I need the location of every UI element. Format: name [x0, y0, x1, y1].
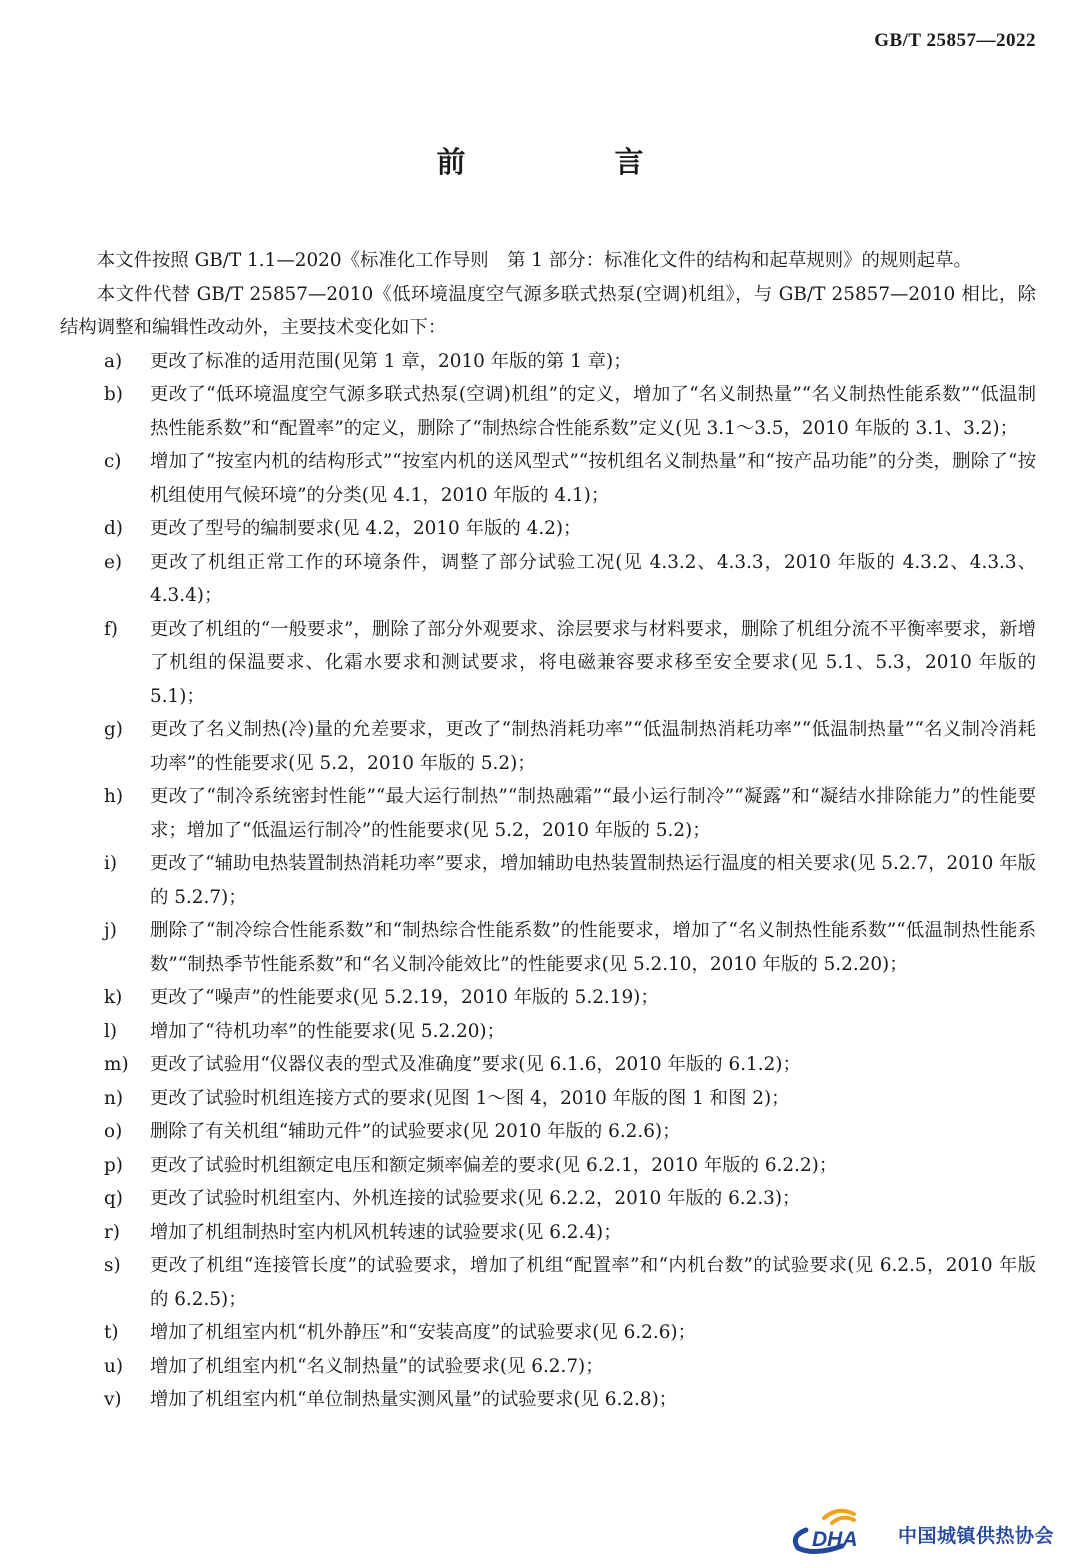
list-item: [60, 981, 1036, 1015]
list-item-text: 增加了机组制热时室内机风机转速的试验要求(见 6.2.4)；: [150, 1221, 622, 1243]
page-title: 前 言: [436, 145, 704, 179]
list-item: [60, 512, 1036, 546]
list-item-text: 增加了“待机功率”的性能要求(见 5.2.20)；: [150, 1020, 505, 1042]
changes-list: [60, 345, 1036, 1417]
list-item-label: q): [104, 1188, 123, 1209]
list-item-text: 增加了机组室内机“单位制热量实测风量”的试验要求(见 6.2.8)；: [150, 1389, 678, 1410]
list-item-label: c): [104, 451, 122, 472]
intro-paragraph: 本文件按照 GB/T 1.1—2020《标准化工作导则 第 1 部分：标准化文件的结构和起草规则》的规则起草。: [96, 250, 972, 271]
list-item-label: d): [104, 518, 123, 539]
list-item-label: u): [104, 1355, 124, 1377]
list-item: [60, 914, 1036, 981]
list-item: [60, 345, 1036, 379]
list-item: [60, 1350, 1036, 1384]
list-item-text: 更改了试验时机组额定电压和额定频率偏差的要求(见 6.2.1，2010 年版的 6.2.2)；: [150, 1154, 838, 1176]
list-item: [60, 1316, 1036, 1350]
list-item-label: s): [104, 1255, 121, 1276]
list-item-label: k): [104, 987, 123, 1008]
list-item-text: 更改了试验时机组室内、外机连接的试验要求(见 6.2.2，2010 年版的 6.2.3)；: [150, 1188, 801, 1209]
list-item-text: 更改了标准的适用范围(见第 1 章，2010 年版的第 1 章)；: [150, 350, 632, 372]
list-item-label: p): [104, 1154, 123, 1176]
list-item-label: a): [104, 350, 123, 372]
list-item-label: n): [104, 1087, 124, 1109]
list-item-text: 更改了“制冷系统密封性能”“最大运行制热”“制热融霜”“最小运行制冷”“凝露”和“凝结水排除能力”的性能要求；增加了“低温运行制冷”的性能要求(见 5.2，2010 年版的 5.2)；: [150, 786, 1036, 841]
list-item-label: j): [104, 920, 117, 941]
list-item: [60, 1149, 1036, 1183]
list-item: [60, 546, 1036, 613]
list-item-label: v): [104, 1389, 122, 1410]
list-item-text: 更改了机组正常工作的环境条件，调整了部分试验工况(见 4.3.2、4.3.3，2010 年版的 4.3.2、4.3.3、4.3.4)；: [150, 551, 1036, 606]
list-item-text: 更改了“噪声”的性能要求(见 5.2.19，2010 年版的 5.2.19)；: [150, 987, 659, 1008]
list-item: [60, 1015, 1036, 1049]
list-item: [60, 1082, 1036, 1116]
list-item: [60, 1115, 1036, 1149]
svg-text:DHA: DHA: [812, 1528, 858, 1551]
list-item-label: e): [104, 551, 123, 573]
dha-logo-icon: [784, 1498, 896, 1556]
list-item-text: 更改了试验时机组连接方式的要求(见图 1～图 4，2010 年版的图 1 和图 2)；: [150, 1087, 790, 1109]
list-item-label: l): [104, 1020, 118, 1042]
list-item: [60, 1249, 1036, 1316]
list-item-label: o): [104, 1121, 123, 1142]
organization-name: 中国城镇供热协会: [898, 1524, 1055, 1547]
list-item-label: f): [104, 618, 118, 640]
list-item-text: 增加了机组室内机“名义制热量”的试验要求(见 6.2.7)；: [150, 1355, 604, 1377]
list-item-text: 更改了机组“连接管长度”的试验要求，增加了机组“配置率”和“内机台数”的试验要求(见 6.2.5，2010 年版的 6.2.5)；: [150, 1255, 1036, 1310]
list-item-text: 增加了机组室内机“机外静压”和“安装高度”的试验要求(见 6.2.6)；: [150, 1322, 696, 1343]
list-item-text: 更改了名义制热(冷)量的允差要求，更改了“制热消耗功率”“低温制热消耗功率”“低温制热量”“名义制冷消耗功率”的性能要求(见 5.2，2010 年版的 5.2)；: [150, 719, 1036, 774]
list-item-text: 删除了有关机组“辅助元件”的试验要求(见 2010 年版的 6.2.6)；: [150, 1121, 681, 1142]
list-item-label: g): [104, 719, 123, 740]
list-item: [60, 1383, 1036, 1417]
list-item-text: 删除了“制冷综合性能系数”和“制热综合性能系数”的性能要求，增加了“名义制热性能系数”“低温制热性能系数”“制热季节性能系数”和“名义制冷能效比”的性能要求(见 5.2.10，2010 年版的 5.2.20)；: [150, 920, 1036, 975]
list-item-label: h): [104, 786, 124, 807]
list-item-label: m): [104, 1054, 129, 1075]
list-item-label: i): [104, 853, 118, 874]
standard-number: GB/T 25857—2022: [874, 30, 1036, 51]
list-item-label: t): [104, 1322, 119, 1343]
list-item-text: 更改了试验用“仪器仪表的型式及准确度”要求(见 6.1.6，2010 年版的 6.1.2)；: [150, 1054, 801, 1075]
list-item-text: 增加了“按室内机的结构形式”“按室内机的送风型式”“按机组名义制热量”和“按产品功能”的分类，删除了“按机组使用气候环境”的分类(见 4.1，2010 年版的 4.1)；: [150, 451, 1036, 506]
list-item-label: r): [104, 1221, 120, 1243]
list-item: [60, 713, 1036, 780]
list-item: [60, 445, 1036, 512]
list-item: [60, 378, 1036, 445]
document-body: [60, 244, 1036, 1417]
list-item-text: 更改了型号的编制要求(见 4.2，2010 年版的 4.2)；: [150, 518, 582, 539]
list-item: [60, 1048, 1036, 1082]
list-item: [60, 1182, 1036, 1216]
list-item-text: 更改了“低环境温度空气源多联式热泵(空调)机组”的定义，增加了“名义制热量”“名义制热性能系数”“低温制热性能系数”和“配置率”的定义，删除了“制热综合性能系数”定义(见 3.1～3.5，2010 年版的 3.1、3.2)；: [150, 384, 1036, 439]
list-item-text: 更改了“辅助电热装置制热消耗功率”要求，增加辅助电热装置制热运行温度的相关要求(见 5.2.7，2010 年版的 5.2.7)；: [150, 853, 1036, 908]
watermark-logo: [784, 1498, 1054, 1556]
replacement-paragraph: 本文件代替 GB/T 25857—2010《低环境温度空气源多联式热泵(空调)机组》，与 GB/T 25857—2010 相比，除结构调整和编辑性改动外，主要技术变化如下：: [60, 283, 1036, 338]
list-item-label: b): [104, 384, 123, 405]
list-item-text: 更改了机组的“一般要求”，删除了部分外观要求、涂层要求与材料要求，删除了机组分流不平衡率要求，新增了机组的保温要求、化霜水要求和测试要求，将电磁兼容要求移至安全要求(见 5.1、5.3，2010 年版的 5.1)；: [150, 618, 1036, 707]
list-item: [60, 847, 1036, 914]
list-item: [60, 1216, 1036, 1250]
list-item: [60, 780, 1036, 847]
list-item: [60, 613, 1036, 714]
